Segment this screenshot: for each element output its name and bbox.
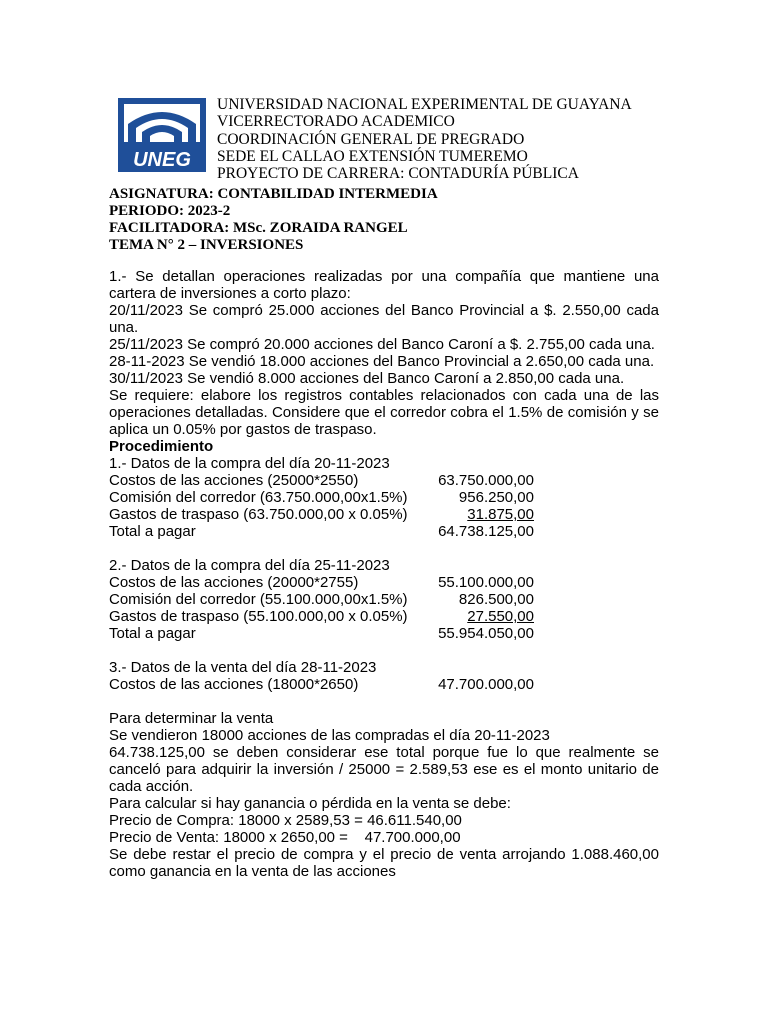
analysis-conclusion: Se debe restar el precio de compra y el precio de venta arrojando 1.088.460,00 como ganancia en la venta de las acciones bbox=[109, 846, 659, 880]
calc-row bbox=[109, 472, 659, 489]
calc-row-total bbox=[109, 625, 659, 642]
analysis-line: Para calcular si hay ganancia o pérdida en la venta se debe: bbox=[109, 795, 511, 812]
institution-line: VICERRECTORADO ACADEMICO bbox=[217, 113, 455, 131]
calc-row bbox=[109, 591, 659, 608]
procedure-title: Procedimiento bbox=[109, 438, 214, 455]
spacer bbox=[109, 642, 659, 659]
document-body bbox=[109, 268, 659, 880]
section-heading: 2.- Datos de la compra del día 25-11-2023 bbox=[109, 557, 390, 574]
purchase-price-line: Precio de Compra: 18000 x 2589,53 = 46.611.540,00 bbox=[109, 812, 462, 829]
analysis-line: Se vendieron 18000 acciones de las compradas el día 20-11-2023 bbox=[109, 727, 550, 744]
section-heading: 1.- Datos de la compra del día 20-11-2023 bbox=[109, 455, 390, 472]
calc-amount-underlined: 27.550,00 bbox=[467, 608, 534, 625]
institution-line: UNIVERSIDAD NACIONAL EXPERIMENTAL DE GUAYANA bbox=[217, 96, 632, 113]
course-topic: TEMA N° 2 – INVERSIONES bbox=[109, 237, 304, 253]
calc-amount: 64.738.125,00 bbox=[438, 523, 534, 540]
operation-item: 20/11/2023 Se compró 25.000 acciones del Banco Provincial a $. 2.550,00 cada una. bbox=[109, 302, 659, 336]
calc-row-total bbox=[109, 523, 659, 540]
institution-header bbox=[217, 96, 677, 178]
operation-item: 28-11-2023 Se vendió 18.000 acciones del Banco Provincial a 2.650,00 cada una. bbox=[109, 353, 655, 370]
course-subject: ASIGNATURA: CONTABILIDAD INTERMEDIA bbox=[109, 186, 438, 202]
calc-row bbox=[109, 608, 659, 625]
course-facilitator: FACILITADORA: MSc. ZORAIDA RANGEL bbox=[109, 220, 408, 236]
course-period: PERIODO: 2023-2 bbox=[109, 203, 231, 219]
calc-amount: 956.250,00 bbox=[458, 489, 534, 506]
calc-label: Comisión del corredor (63.750.000,00x1.5%) bbox=[109, 489, 408, 506]
calc-label: Total a pagar bbox=[109, 625, 196, 642]
calc-row bbox=[109, 676, 659, 693]
exercise-intro: 1.- Se detallan operaciones realizadas por una compañía que mantiene una cartera de inversiones a corto plazo: bbox=[109, 268, 659, 302]
institution-line: COORDINACIÓN GENERAL DE PREGRADO bbox=[217, 130, 525, 148]
institution-line: PROYECTO DE CARRERA: CONTADURÍA PÚBLICA bbox=[217, 165, 579, 178]
calc-row bbox=[109, 574, 659, 591]
calc-label: Costos de las acciones (18000*2650) bbox=[109, 676, 359, 693]
calc-label: Gastos de traspaso (55.100.000,00 x 0.05%) bbox=[109, 608, 408, 625]
spacer bbox=[109, 693, 659, 710]
calc-amount: 826.500,00 bbox=[458, 591, 534, 608]
analysis-paragraph: 64.738.125,00 se deben considerar ese total porque fue lo que realmente se canceló para adquirir la inversión / 25000 = 2.589,53 ese es el monto unitario de cada acción. bbox=[109, 744, 659, 795]
uneg-logo bbox=[118, 98, 206, 172]
exercise-requirement: Se requiere: elabore los registros contables relacionados con cada una de las operaciones detalladas. Considere que el corredor cobra el 1.5% de comisión y se aplica un 0.05% por gastos de traspaso. bbox=[109, 387, 659, 438]
operation-item: 30/11/2023 Se vendió 8.000 acciones del Banco Caroní a 2.850,00 cada una. bbox=[109, 370, 625, 387]
calc-amount: 47.700.000,00 bbox=[438, 676, 534, 693]
calc-label: Costos de las acciones (25000*2550) bbox=[109, 472, 359, 489]
calc-label: Comisión del corredor (55.100.000,00x1.5%) bbox=[109, 591, 408, 608]
calc-amount: 55.954.050,00 bbox=[438, 625, 534, 642]
calc-amount: 55.100.000,00 bbox=[438, 574, 534, 591]
calc-amount: 63.750.000,00 bbox=[438, 472, 534, 489]
calc-label: Costos de las acciones (20000*2755) bbox=[109, 574, 359, 591]
calc-row bbox=[109, 489, 659, 506]
calc-amount-underlined: 31.875,00 bbox=[467, 506, 534, 523]
institution-line: SEDE EL CALLAO EXTENSIÓN TUMEREMO bbox=[217, 147, 528, 165]
analysis-line: Para determinar la venta bbox=[109, 710, 274, 727]
operation-item: 25/11/2023 Se compró 20.000 acciones del Banco Caroní a $. 2.755,00 cada una. bbox=[109, 336, 655, 353]
sale-price-line: Precio de Venta: 18000 x 2650,00 = 47.700.000,00 bbox=[109, 829, 461, 846]
course-info bbox=[109, 186, 669, 254]
section-heading: 3.- Datos de la venta del día 28-11-2023 bbox=[109, 659, 377, 676]
calc-row bbox=[109, 506, 659, 523]
calc-label: Gastos de traspaso (63.750.000,00 x 0.05%) bbox=[109, 506, 408, 523]
calc-label: Total a pagar bbox=[109, 523, 196, 540]
logo-text: UNEG bbox=[133, 149, 191, 171]
spacer bbox=[109, 540, 659, 557]
